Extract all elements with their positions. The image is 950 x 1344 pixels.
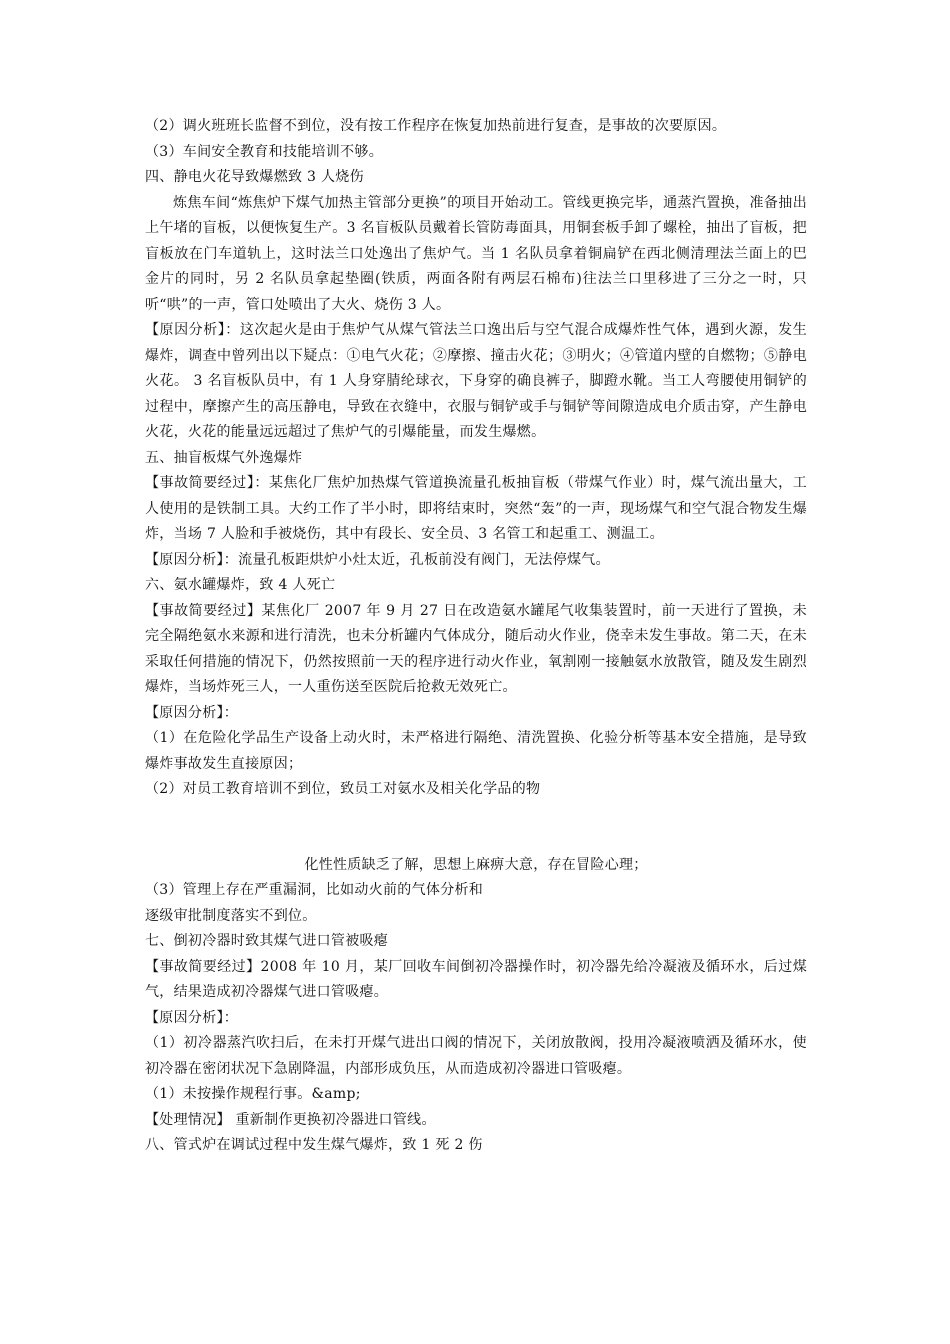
text-line: 逐级审批制度落实不到位。 bbox=[145, 907, 317, 924]
text-line: （3）车间安全教育和技能培训不够。 bbox=[145, 143, 384, 160]
text-line: 【原因分析】：流量孔板距烘炉小灶太近，孔板前没有阀门，无法停煤气。 bbox=[145, 551, 610, 568]
section-heading: 七、倒初冷器时致其煤气进口管被吸瘪 bbox=[145, 933, 389, 949]
paragraph: 炼焦车间“炼焦炉下煤气加热主管部分更换”的项目开始动工。管线更换完毕，通蒸汽置换，准备抽出上午堵的盲板，以便恢复生产。3 名盲板队员戴着长管防毒面具，用铜套板手卸了螺栓，抽出了盲板，把盲板放在门车道轨上，这时法兰口处逸出了焦炉气。当 1 名队员拿着铜扁铲在西北侧清理法兰面上的巴金片的同时，另 2 名队员拿起垫圈(铁质，两面各附有两层石棉布)往法兰口里移进了三分之一时，只听“哄”的一声，管口处喷出了大火、烧伤 3 人。 bbox=[145, 194, 807, 313]
text-line: （1）未按操作规程行事。&amp; bbox=[145, 1086, 361, 1102]
text-line: 化性性质缺乏了解，思想上麻痹大意，存在冒险心理； bbox=[304, 856, 648, 873]
text-line: 【原因分析】： bbox=[145, 1009, 239, 1026]
text-line: （2）对员工教育培训不到位，致员工对氨水及相关化学品的物 bbox=[145, 781, 541, 797]
paragraph: （1）在危险化学品生产设备上动火时，未严格进行隔绝、清洗置换、化验分析等基本安全措施，是导致爆炸事故发生直接原因； bbox=[145, 730, 807, 772]
paragraph: 【原因分析】：这次起火是由于焦炉气从煤气管法兰口逸出后与空气混合成爆炸性气体，遇到火源，发生爆炸，调查中曾列出以下疑点：①电气火花；②摩擦、撞击火花；③明火；④管道内壁的自燃物；⑤静电火花。 3 名盲板队员中，有 1 人身穿腈纶球衣，下身穿的确良裤子，脚蹬水靴。当工人弯腰使用铜铲的过程中，摩擦产生的高压静电，导致在衣缝中，衣服与铜铲或手与铜铲等间隙造成电介质击穿，产生静电火花，火花的能量远远超过了焦炉气的引爆能量，而发生爆燃。 bbox=[145, 322, 807, 440]
section-heading: 八、管式炉在调试过程中发生煤气爆炸，致 1 死 2 伤 bbox=[145, 1137, 483, 1153]
paragraph: （1）初冷器蒸汽吹扫后，在未打开煤气进出口阀的情况下，关闭放散阀，投用冷凝液喷洒及循环水，使初冷器在密闭状况下急剧降温，内部形成负压，从而造成初冷器进口管吸瘪。 bbox=[145, 1035, 807, 1077]
text-line: 【处理情况】 重新制作更换初冷器进口管线。 bbox=[145, 1111, 436, 1128]
text-line: （3）管理上存在严重漏洞，比如动火前的气体分析和 bbox=[145, 882, 484, 898]
section-heading: 五、抽盲板煤气外逸爆炸 bbox=[145, 449, 303, 466]
section-heading: 四、静电火花导致爆燃致 3 人烧伤 bbox=[145, 169, 364, 185]
document-page bbox=[145, 114, 807, 1159]
section-heading: 六、氨水罐爆炸，致 4 人死亡 bbox=[145, 577, 336, 593]
text-line: （2）调火班班长监督不到位，没有按工作程序在恢复加热前进行复查，是事故的次要原因。 bbox=[145, 118, 727, 134]
paragraph: 【事故简要经过】：某焦化厂焦炉加热煤气管道换流量孔板抽盲板（带煤气作业）时，煤气流出量大，工人使用的是铁制工具。大约工作了半小时，即将结束时，突然“轰”的一声，现场煤气和空气混合物发生爆炸，当场 7 人脸和手被烧伤，其中有段长、安全员、3 名管工和起重工、测温工。 bbox=[145, 475, 807, 542]
text-line: 【原因分析】： bbox=[145, 704, 239, 721]
paragraph: 【事故简要经过】某焦化厂 2007 年 9 月 27 日在改造氨水罐尾气收集装置时，前一天进行了置换，未完全隔绝氨水来源和进行清洗，也未分析罐内气体成分，随后动火作业，侥幸未发生事故。第二天，在未采取任何措施的情况下，仍然按照前一天的程序进行动火作业，氧割刚一接触氨水放散管，随及发生剧烈爆炸，当场炸死三人，一人重伤送至医院后抢救无效死亡。 bbox=[145, 602, 807, 695]
page-gap bbox=[145, 803, 807, 853]
paragraph: 【事故简要经过】2008 年 10 月，某厂回收车间倒初冷器操作时，初冷器先给冷凝液及循环水，后过煤气，结果造成初冷器煤气进口管吸瘪。 bbox=[145, 958, 807, 1000]
